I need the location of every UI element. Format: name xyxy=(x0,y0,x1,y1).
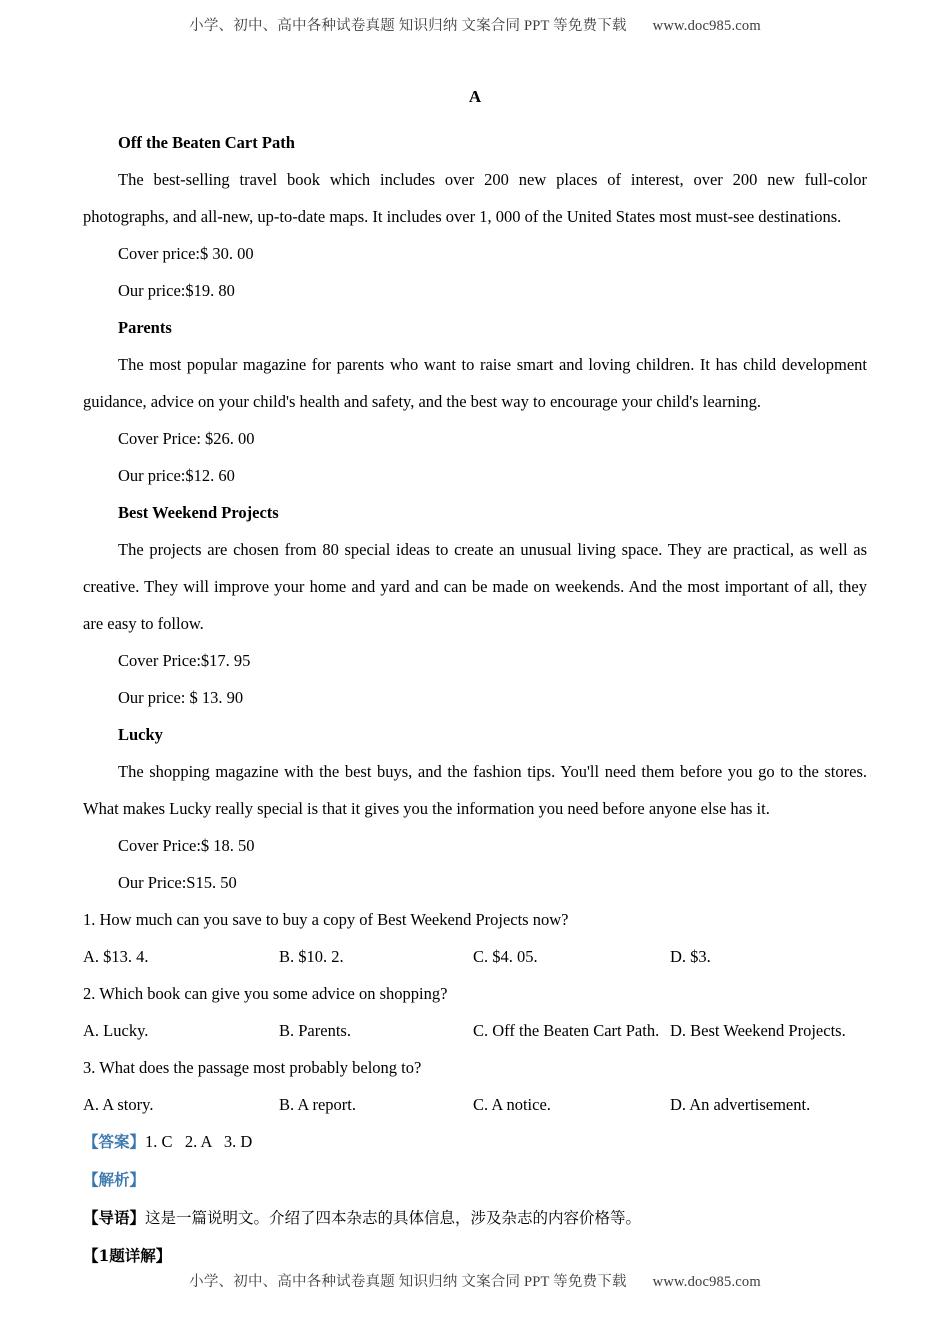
answer-tag: 【答案】 xyxy=(83,1133,146,1151)
guide-text: 这是一篇说明文。介绍了四本杂志的具体信息，涉及杂志的内容价格等。 xyxy=(145,1209,642,1227)
option-2-d[interactable]: D. Best Weekend Projects. xyxy=(670,1021,846,1040)
question-options-1 xyxy=(83,938,867,975)
option-2-c[interactable]: C. Off the Beaten Cart Path. xyxy=(473,1021,660,1040)
option-1-c[interactable]: C. $4. 05. xyxy=(473,947,538,966)
item-cover-price-1: Cover Price: $26. 00 xyxy=(118,429,255,448)
item-cover-price-2: Cover Price:$17. 95 xyxy=(118,651,251,670)
analysis-row xyxy=(83,1161,867,1199)
item-our-price-3: Our Price:S15. 50 xyxy=(118,873,237,892)
running-header-site: www.doc985.com xyxy=(652,18,761,34)
option-3-b[interactable]: B. A report. xyxy=(279,1095,356,1114)
question-options-2 xyxy=(83,1012,867,1049)
guide-tag: 【导语】 xyxy=(83,1208,146,1227)
option-1-d[interactable]: D. $3. xyxy=(670,947,711,966)
question-options-3 xyxy=(83,1086,867,1123)
option-1-a[interactable]: A. $13. 4. xyxy=(83,947,149,966)
question-stem-3: 3. What does the passage most probably belong to? xyxy=(83,1058,422,1077)
item-body-3: The shopping magazine with the best buys, and the fashion tips. You'll need them before you go to the stores. What makes Lucky really special is that it gives you the information you need before anyone else has it. xyxy=(83,762,867,818)
question-stem-2: 2. Which book can give you some advice on shopping? xyxy=(83,984,448,1003)
question-stem-1: 1. How much can you save to buy a copy of Best Weekend Projects now? xyxy=(83,910,569,929)
option-3-a[interactable]: A. A story. xyxy=(83,1095,154,1114)
running-footer-text: 小学、初中、高中各种试卷真题 知识归纳 文案合同 PPT 等免费下载 xyxy=(189,1274,627,1290)
item-body-2: The projects are chosen from 80 special ideas to create an unusual living space. They are practical, as well as creative. They will improve your home and yard and can be made on weekends. And the most important of all, they are easy to follow. xyxy=(83,540,867,633)
detail-row xyxy=(83,1237,867,1274)
item-title-3: Lucky xyxy=(118,725,163,744)
item-our-price-2: Our price: $ 13. 90 xyxy=(118,688,244,707)
item-cover-price-3: Cover Price:$ 18. 50 xyxy=(118,836,255,855)
option-2-b[interactable]: B. Parents. xyxy=(279,1021,351,1040)
item-body-1: The most popular magazine for parents who want to raise smart and loving children. It has child development guidance, advice on your child's health and safety, and the best way to encourage your child's learning. xyxy=(83,355,867,411)
running-header-text: 小学、初中、高中各种试卷真题 知识归纳 文案合同 PPT 等免费下载 xyxy=(189,18,627,34)
option-2-a[interactable]: A. Lucky. xyxy=(83,1021,149,1040)
item-title-0: Off the Beaten Cart Path xyxy=(118,133,295,152)
analysis-tag: 【解析】 xyxy=(83,1171,146,1189)
answer-row xyxy=(83,1123,867,1161)
option-3-d[interactable]: D. An advertisement. xyxy=(670,1095,811,1114)
item-title-2: Best Weekend Projects xyxy=(118,503,279,522)
option-1-b[interactable]: B. $10. 2. xyxy=(279,947,344,966)
item-title-1: Parents xyxy=(118,318,172,337)
answer-values: 1. C 2. A 3. D xyxy=(145,1132,253,1151)
item-cover-price-0: Cover price:$ 30. 00 xyxy=(118,244,254,263)
option-3-c[interactable]: C. A notice. xyxy=(473,1095,551,1114)
running-header xyxy=(0,14,950,35)
item-our-price-0: Our price:$19. 80 xyxy=(118,281,235,300)
guide-row xyxy=(83,1199,867,1237)
item-body-0: The best-selling travel book which includes over 200 new places of interest, over 200 new full-color photographs, and all-new, up-to-date maps. It includes over 1, 000 of the United States most must-see destinations. xyxy=(83,170,867,226)
section-letter: A xyxy=(468,87,482,106)
document-content xyxy=(83,84,867,1274)
item-our-price-1: Our price:$12. 60 xyxy=(118,466,235,485)
running-footer-site: www.doc985.com xyxy=(652,1274,761,1290)
running-footer xyxy=(0,1270,950,1291)
detail-tag: 【1题详解】 xyxy=(83,1246,172,1265)
